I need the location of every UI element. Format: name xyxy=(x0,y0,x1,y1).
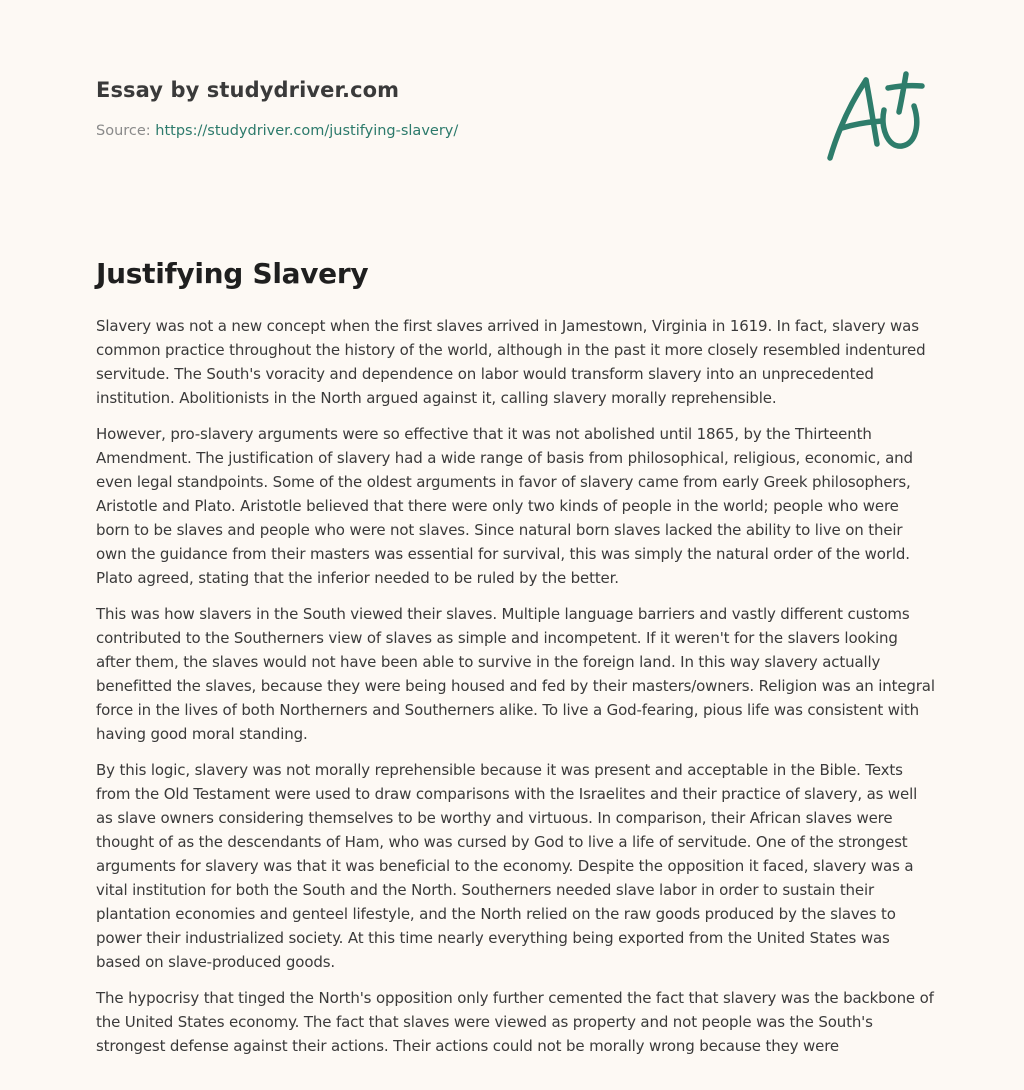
article-paragraph: However, pro-slavery arguments were so effective that it was not abolished until 1865, by the Thirteenth Amendment. The justification of slavery had a wide range of basis from philosophical, religious, economic, and even legal standpoints. Some of the oldest arguments in favor of slavery came from early Greek philosophers, Aristotle and Plato. Aristotle believed that there were only two kinds of people in the world; people who were born to be slaves and people who were not slaves. Since natural born slaves lacked the ability to live on their own the guidance from their masters was essential for survival, this was simply the natural order of the world. Plato agreed, stating that the inferior needed to be ruled by the better. xyxy=(96,425,913,587)
page-title: Justifying Slavery xyxy=(96,257,369,290)
page-header xyxy=(96,76,816,141)
article-paragraph: Slavery was not a new concept when the first slaves arrived in Jamestown, Virginia in 1619. In fact, slavery was common practice throughout the history of the world, although in the past it more closely resembled indentured servitude. The South's voracity and dependence on labor would transform slavery into an unprecedented institution. Abolitionists in the North argued against it, calling slavery morally reprehensible. xyxy=(96,317,926,407)
article-paragraph: The hypocrisy that tinged the North's opposition only further cemented the fact that slavery was the backbone of the United States economy. The fact that slaves were viewed as property and not people was the South's strongest defense against their actions. Their actions could not be morally wrong because they were xyxy=(96,989,934,1055)
source-label: Source: xyxy=(96,123,151,139)
article-body xyxy=(96,314,936,1070)
brand-title: Essay by studydriver.com xyxy=(96,78,400,102)
article-paragraph: This was how slavers in the South viewed their slaves. Multiple language barriers and vastly different customs contributed to the Southerners view of slaves as simple and incompetent. If it weren't for the slavers looking after them, the slaves would not have been able to survive in the foreign land. In this way slavery actually benefitted the slaves, because they were being housed and fed by their masters/owners. Religion was an integral force in the lives of both Northerners and Southerners alike. To live a God-fearing, pious life was consistent with having good moral standing. xyxy=(96,605,935,743)
article-paragraph: By this logic, slavery was not morally reprehensible because it was present and acceptable in the Bible. Texts from the Old Testament were used to draw comparisons with the Israelites and their practice of slavery, as well as slave owners considering themselves to be worthy and virtuous. In comparison, their African slaves were thought of as the descendants of Ham, who was cursed by God to live a life of servitude. One of the strongest arguments for slavery was that it was beneficial to the economy. Despite the opposition it faced, slavery was a vital institution for both the South and the North. Southerners needed slave labor in order to sustain their plantation economies and genteel lifestyle, and the North relied on the raw goods produced by the slaves to power their industrialized society. At this time nearly everything being exported from the United States was based on slave-produced goods. xyxy=(96,761,918,971)
source-link[interactable]: https://studydriver.com/justifying-slavery/ xyxy=(155,123,459,139)
source-line xyxy=(96,121,816,141)
a-plus-logo-icon xyxy=(820,66,930,166)
